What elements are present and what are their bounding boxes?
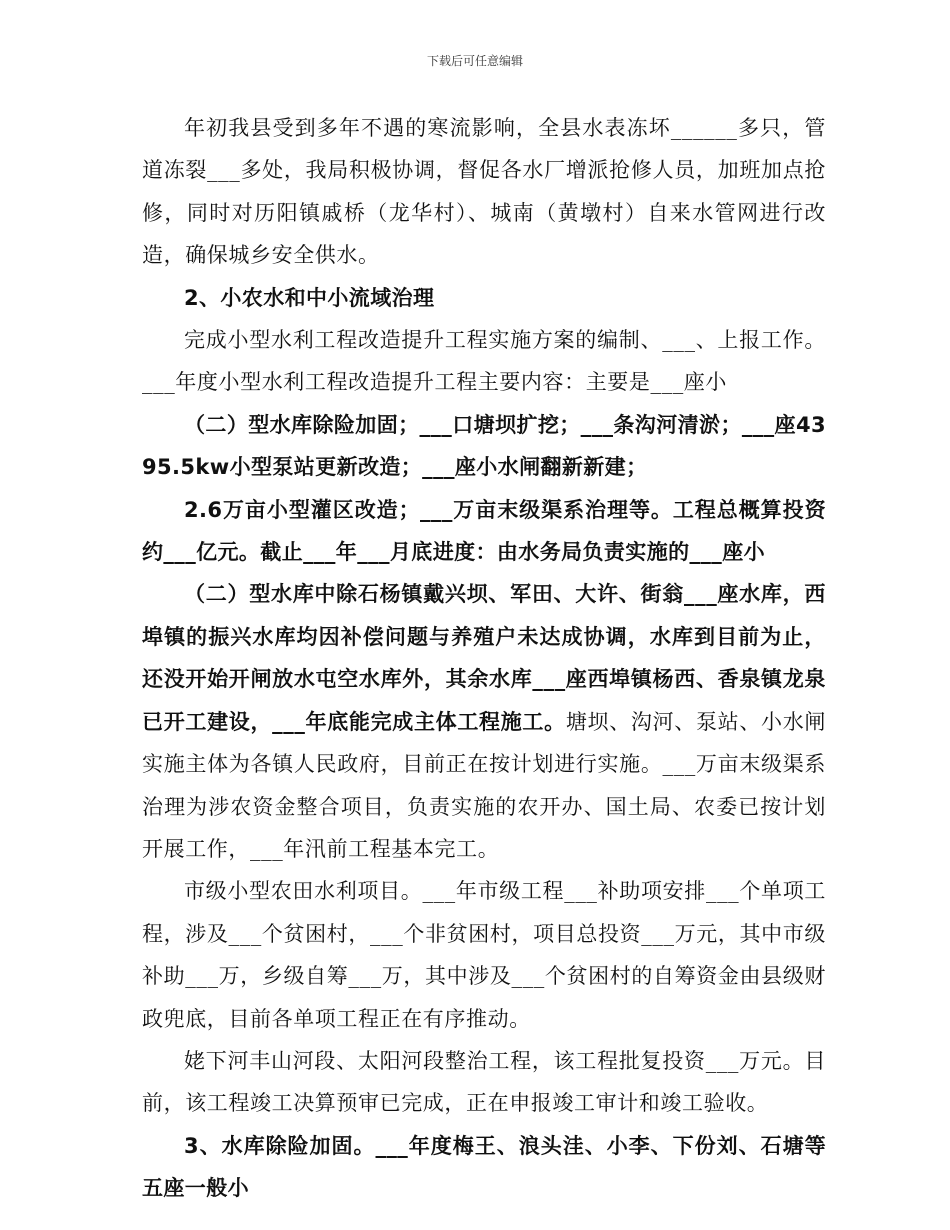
- paragraph-river-regulation: 姥下河丰山河段、太阳河段整治工程，该工程批复投资___万元。目前，该工程竣工决算预审已完成，正在申报竣工审计和竣工验收。: [142, 1048, 826, 1116]
- section-heading-small-irrigation: 2、小农水和中小流域治理: [184, 285, 435, 310]
- paragraph-reservoir-progress-bold: （二）型水库中除石杨镇戴兴坝、军田、大许、街翁___座水库，西埠镇的振兴水库均因补偿问题与养殖户未达成协调，水库到目前为止，还没开始开闸放水屯空水库外，其余水库___座西埠镇杨西、香泉镇龙泉已开工建设，___年底能完成主体工程施工。: [142, 582, 826, 734]
- paragraph-reservoir-reinforcement: （二）型水库除险加固；___口塘坝扩挖；___条沟河清淤；___座4395.5kw小型泵站更新改造；___座小水闸翻新新建；: [142, 412, 826, 480]
- paragraph-municipal-project: 市级小型农田水利项目。___年市级工程___补助项安排___个单项工程，涉及___个贫困村，___个非贫困村，项目总投资___万元，其中市级补助___万，乡级自筹___万，其中涉及___个贫困村的自筹资金由县级财政兜底，目前各单项工程正在有序推动。: [142, 879, 826, 1031]
- paragraph-reservoir-progress-normal: 塘坝、沟河、泵站、小水闸实施主体为各镇人民政府，目前正在按计划进行实施。___万亩末级渠系治理为涉农资金整合项目，负责实施的农开办、国土局、农委已按计划开展工作，___年汛前工程基本完工。: [142, 709, 826, 861]
- header-note: 下载后可任意编辑: [426, 54, 523, 68]
- paragraph-irrigation-district: 2.6万亩小型灌区改造；___万亩末级渠系治理等。工程总概算投资约___亿元。截止___年___月底进度：由水务局负责实施的___座小: [142, 497, 826, 565]
- document-body: [142, 107, 826, 1210]
- paragraph-implementation-plan: 完成小型水利工程改造提升工程实施方案的编制、___、上报工作。___年度小型水利工程改造提升工程主要内容：主要是___座小: [142, 328, 826, 395]
- paragraph-reservoir-progress: [142, 573, 826, 870]
- paragraph-water-meter: 年初我县受到多年不遇的寒流影响，全县水表冻坏______多只，管道冻裂___多处，我局积极协调，督促各水厂增派抢修人员，加班加点抢修，同时对历阳镇戚桥（龙华村）、城南（黄墩村）自来水管网进行改造，确保城乡安全供水。: [142, 116, 826, 268]
- paragraph-reservoir-section-3: 3、水库除险加固。___年度梅王、浪头洼、小李、下份刘、石塘等五座一般小: [142, 1133, 826, 1201]
